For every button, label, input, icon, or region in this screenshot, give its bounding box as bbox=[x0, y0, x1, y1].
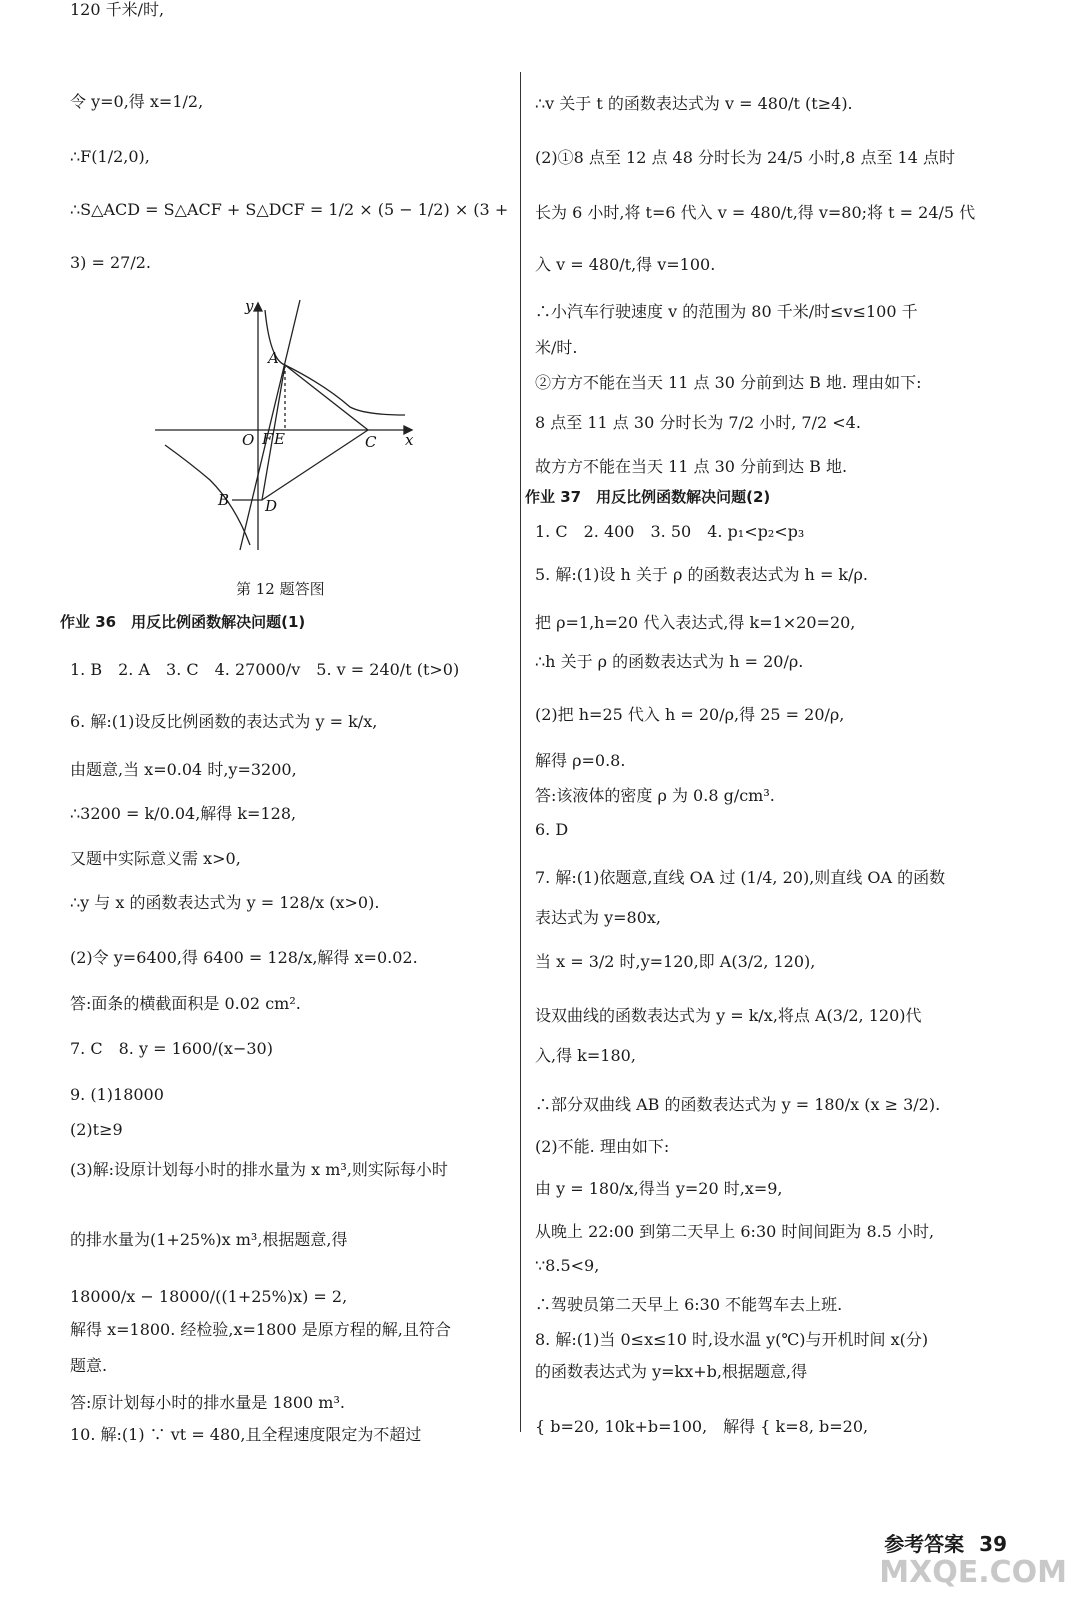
text-line-r25: (2)不能. 理由如下: bbox=[535, 1137, 670, 1156]
label-y: y bbox=[245, 297, 254, 315]
text-line-l7: 1. B 2. A 3. C 4. 27000/v 5. v = 240/t (t>0) bbox=[70, 660, 460, 679]
text-line-r9: 故方方不能在当天 11 点 30 分前到达 B 地. bbox=[535, 457, 848, 476]
text-line-l20: 18000/x − 18000/((1+25%)x) = 2, bbox=[70, 1287, 348, 1306]
page-number: 39 bbox=[979, 1532, 1007, 1556]
text-line-r28: ∵8.5<9, bbox=[535, 1256, 600, 1275]
section-heading-l6: 作业 36 用反比例函数解决问题(1) bbox=[60, 613, 306, 631]
hyperbola-lower bbox=[165, 445, 250, 545]
y-arrow bbox=[254, 303, 262, 311]
text-line-r32: { b=20, 10k+b=100, 解得 { k=8, b=20, bbox=[535, 1417, 869, 1436]
text-line-l15: 7. C 8. y = 1600/(x−30) bbox=[70, 1039, 273, 1058]
text-line-r17: 答:该液体的密度 ρ 为 0.8 g/cm³. bbox=[535, 786, 775, 805]
text-line-r12: 5. 解:(1)设 h 关于 ρ 的函数表达式为 h = k/ρ. bbox=[535, 565, 869, 584]
text-line-l10: ∴3200 = k/0.04,解得 k=128, bbox=[70, 804, 297, 823]
label-B: B bbox=[218, 491, 230, 509]
hyperbola-upper bbox=[265, 310, 405, 415]
watermark: MXQE.COM bbox=[879, 1555, 1067, 1590]
text-line-l4: 3) = 27/2. bbox=[70, 253, 152, 272]
text-line-r8: 8 点至 11 点 30 分时长为 7/2 小时, 7/2 <4. bbox=[535, 413, 861, 432]
text-line-l19: 的排水量为(1+25%)x m³,根据题意,得 bbox=[70, 1230, 348, 1249]
section-heading-r10: 作业 37 用反比例函数解决问题(2) bbox=[525, 488, 771, 506]
text-line-r5: ∴小汽车行驶速度 v 的范围为 80 千米/时≤v≤100 千 bbox=[535, 302, 918, 321]
text-line-l13: (2)令 y=6400,得 6400 = 128/x,解得 x=0.02. bbox=[70, 948, 418, 967]
text-line-l14: 答:面条的横截面积是 0.02 cm². bbox=[70, 994, 301, 1013]
text-line-r6: 米/时. bbox=[535, 338, 578, 357]
text-line-r13: 把 ρ=1,h=20 代入表达式,得 k=1×20=20, bbox=[535, 613, 856, 632]
text-line-r27: 从晚上 22:00 到第二天早上 6:30 时间间距为 8.5 小时, bbox=[535, 1222, 935, 1241]
footer bbox=[884, 1528, 1007, 1557]
text-line-r1: ∴v 关于 t 的函数表达式为 v = 480/t (t≥4). bbox=[535, 94, 853, 113]
text-line-r26: 由 y = 180/x,得当 y=20 时,x=9, bbox=[535, 1179, 783, 1198]
text-line-l8: 6. 解:(1)设反比例函数的表达式为 y = k/x, bbox=[70, 712, 378, 731]
text-line-l1: 令 y=0,得 x=1/2, bbox=[70, 92, 204, 111]
text-line-r22: 设双曲线的函数表达式为 y = k/x,将点 A(3/2, 120)代 bbox=[535, 1006, 922, 1025]
text-line-l2: ∴F(1/2,0), bbox=[70, 147, 150, 166]
text-line-r3: 长为 6 小时,将 t=6 代入 v = 480/t,得 v=80;将 t = 24/5 代 bbox=[535, 203, 976, 222]
label-F: F bbox=[262, 430, 273, 448]
text-line-r20: 表达式为 y=80x, bbox=[535, 908, 662, 927]
text-line-l17: (2)t≥9 bbox=[70, 1120, 123, 1139]
label-x: x bbox=[405, 431, 414, 449]
text-line-l11: 又题中实际意义需 x>0, bbox=[70, 849, 241, 868]
figure-caption: 第 12 题答图 bbox=[236, 580, 325, 598]
text-line-r4: 入 v = 480/t,得 v=100. bbox=[535, 255, 716, 274]
text-line-r24: ∴部分双曲线 AB 的函数表达式为 y = 180/x (x ≥ 3/2). bbox=[535, 1095, 941, 1114]
text-line-l18: (3)解:设原计划每小时的排水量为 x m³,则实际每小时 bbox=[70, 1160, 448, 1179]
label-O: O bbox=[242, 431, 255, 449]
text-line-r30: 8. 解:(1)当 0≤x≤10 时,设水温 y(℃)与开机时间 x(分) bbox=[535, 1330, 929, 1349]
text-line-l21: 解得 x=1800. 经检验,x=1800 是原方程的解,且符合 bbox=[70, 1320, 451, 1339]
text-line-l9: 由题意,当 x=0.04 时,y=3200, bbox=[70, 760, 297, 779]
text-line-r18: 6. D bbox=[535, 820, 569, 839]
text-line-l25: 120 千米/时, bbox=[70, 0, 165, 19]
label-E: E bbox=[274, 430, 285, 448]
text-line-r21: 当 x = 3/2 时,y=120,即 A(3/2, 120), bbox=[535, 952, 816, 971]
text-line-l24: 10. 解:(1) ∵ vt = 480,且全程速度限定为不超过 bbox=[70, 1425, 422, 1444]
text-line-r23: 入,得 k=180, bbox=[535, 1046, 636, 1065]
footer-label: 参考答案 bbox=[884, 1532, 965, 1556]
text-line-r15: (2)把 h=25 代入 h = 20/ρ,得 25 = 20/ρ, bbox=[535, 705, 845, 724]
label-A: A bbox=[268, 349, 279, 367]
text-line-r14: ∴h 关于 ρ 的函数表达式为 h = 20/ρ. bbox=[535, 652, 804, 671]
figure-12-graph bbox=[150, 295, 420, 560]
text-line-l23: 答:原计划每小时的排水量是 1800 m³. bbox=[70, 1393, 345, 1412]
text-line-l3: ∴S△ACD = S△ACF + S△DCF = 1/2 × (5 − 1/2) × (3 + bbox=[70, 200, 509, 219]
text-line-r29: ∴驾驶员第二天早上 6:30 不能驾车去上班. bbox=[535, 1295, 843, 1314]
text-line-l16: 9. (1)18000 bbox=[70, 1085, 164, 1104]
column-divider bbox=[520, 72, 521, 1432]
text-line-l12: ∴y 与 x 的函数表达式为 y = 128/x (x>0). bbox=[70, 893, 380, 912]
text-line-r11: 1. C 2. 400 3. 50 4. p₁<p₂<p₃ bbox=[535, 522, 805, 541]
label-D: D bbox=[265, 497, 278, 515]
text-line-r2: (2)①8 点至 12 点 48 分时长为 24/5 小时,8 点至 14 点时 bbox=[535, 148, 955, 167]
label-C: C bbox=[365, 433, 377, 451]
text-line-r31: 的函数表达式为 y=kx+b,根据题意,得 bbox=[535, 1362, 808, 1381]
text-line-r16: 解得 ρ=0.8. bbox=[535, 751, 626, 770]
text-line-r7: ②方方不能在当天 11 点 30 分前到达 B 地. 理由如下: bbox=[535, 373, 922, 392]
text-line-r19: 7. 解:(1)依题意,直线 OA 过 (1/4, 20),则直线 OA 的函数 bbox=[535, 868, 946, 887]
text-line-l22: 题意. bbox=[70, 1356, 108, 1375]
